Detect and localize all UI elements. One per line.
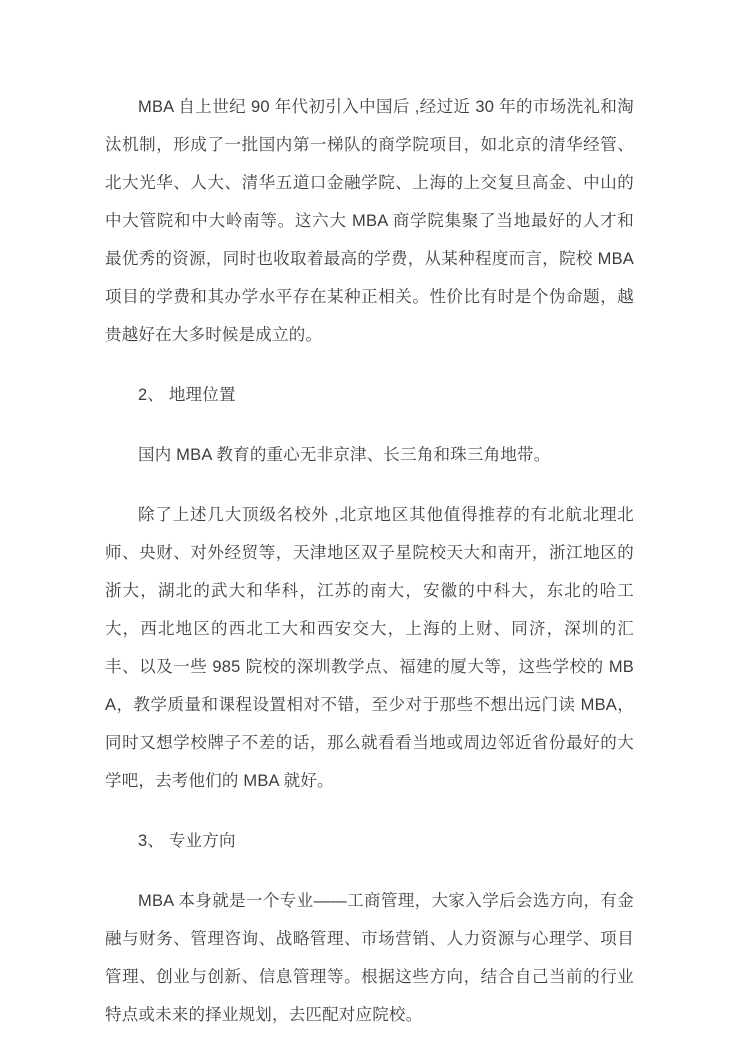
paragraph-geography-summary: 国内 MBA 教育的重心无非京津、长三角和珠三角地带。 bbox=[138, 446, 551, 464]
document-page bbox=[105, 88, 634, 1034]
section-heading-major-direction: 3、 专业方向 bbox=[138, 832, 236, 850]
section-heading-geography: 2、 地理位置 bbox=[138, 386, 236, 404]
paragraph-major-direction: MBA 本身就是一个专业——工商管理，大家入学后会选方向，有金融与财务、管理咨询、战略管理、市场营销、人力资源与心理学、项目管理、创业与创新、信息管理等。根据这些方向，结合自己当前的行业特点或未来的择业规划，去匹配对应院校。 bbox=[105, 892, 634, 1024]
paragraph-intro-top-schools: MBA 自上世纪 90 年代初引入中国后 ,经过近 30 年的市场洗礼和淘汰机制，形成了一批国内第一梯队的商学院项目，如北京的清华经管、北大光华、人大、清华五道口金融学院、上海的上交复旦高金、中山的中大管院和中大岭南等。这六大 MBA 商学院集聚了当地最好的人才和最优秀的资源，同时也收取着最高的学费，从某种程度而言，院校 MBA 项目的学费和其办学水平存在某种正相关。性价比有时是个伪命题，越贵越好在大多时候是成立的。 bbox=[105, 98, 634, 344]
paragraph-regional-schools: 除了上述几大顶级名校外 ,北京地区其他值得推荐的有北航北理北师、央财、对外经贸等，天津地区双子星院校天大和南开，浙江地区的浙大，湖北的武大和华科，江苏的南大，安徽的中科大，东北的哈工大，西北地区的西北工大和西安交大，上海的上财、同济，深圳的汇丰、以及一些 985 院校的深圳教学点、福建的厦大等，这些学校的 MBA，教学质量和课程设置相对不错，至少对于那些不想出远门读 MBA，同时又想学校牌子不差的话，那么就看看当地或周边邻近省份最好的大学吧，去考他们的 MBA 就好。 bbox=[105, 506, 634, 790]
